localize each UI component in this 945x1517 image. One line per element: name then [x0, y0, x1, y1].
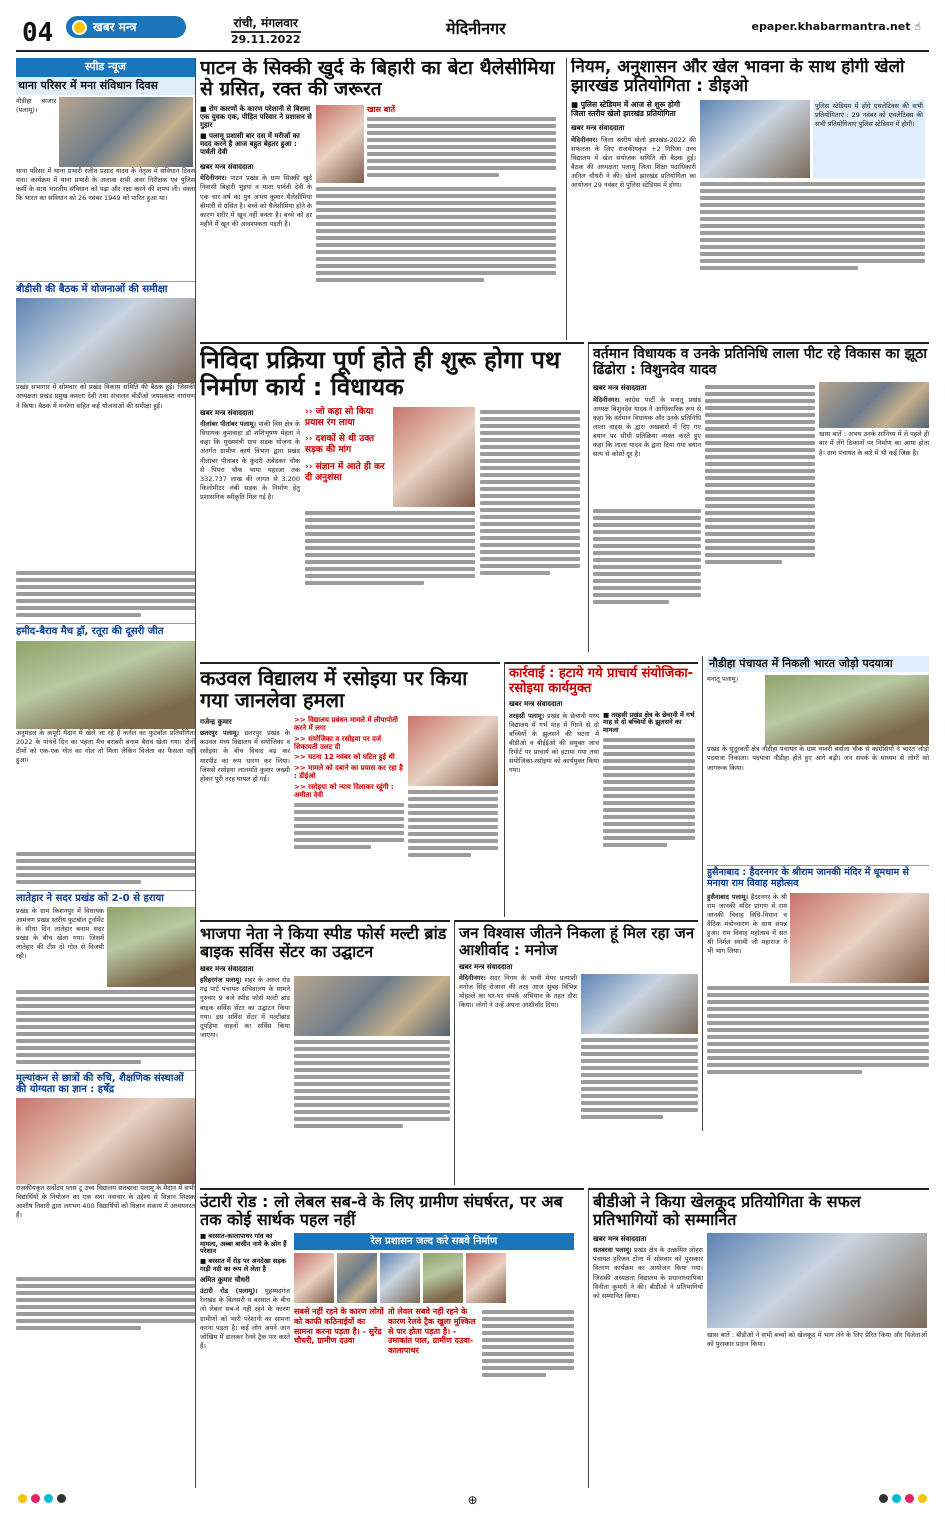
article-photo — [16, 1098, 195, 1184]
left-column — [16, 58, 196, 1488]
villager-quote: तो लेवल सबवे नहीं रहने के कारण रेलवे ट्रैक खुला मुश्किल से पार होता पड़ता है। - उमाकांत पाल, ग्रामीण दउवा-कालापाथर — [388, 1307, 476, 1355]
naudiha-dateline: मनातू पलामू। — [707, 675, 739, 684]
award-photo — [707, 1233, 927, 1328]
villager-quote: सबसे नहीं रहने के कारण लोगों को काफी कठिनाईयों का सामना करना पड़ता है। - सुरेंद्र चौधरी, ग्रामीण दउवा — [294, 1307, 384, 1346]
mayor-story — [454, 920, 698, 1185]
mayor-byline: खबर मन्त्र संवाददाता — [459, 962, 513, 971]
kauwal-bullet: >> विद्यालय प्रबंधन मामले में लीपापोती करने में लगा — [294, 715, 398, 733]
kauwal-bullet: >> मामले को दबाने का प्रयास कर रहा है : डीईओ — [294, 763, 403, 781]
rail-demand-bar: रेल प्रशासन जल्द करे सबवे निर्माण — [294, 1233, 574, 1251]
sports-byline: खबर मन्त्र संवाददाता — [571, 124, 625, 133]
lead-story — [200, 58, 562, 340]
lead-bullet: ■ रोग कारणों के कारण परेशानी से बिरामा एक युवक एक, पीड़ित परिवार ने प्रशासन से गुहार — [200, 104, 312, 130]
body-text-lines — [700, 182, 925, 270]
city-day: रांची, मंगलवार — [231, 16, 301, 33]
award-box: खास बातें : बीडीओ ने सभी बच्चों को खेलकूद में भाग लेने के लिए प्रेरित किया और विजेताओं को पुरस्कार प्रदान किया। — [707, 1330, 927, 1348]
politics-headline[interactable]: वर्तमान विधायक व उनके प्रतिनिधि लाला पीट रहे विकास का झूठा ढिंढोरा : विशुनदेव यादव — [593, 346, 927, 378]
bike-photo — [294, 976, 450, 1036]
kauwal-story — [200, 662, 500, 917]
lead-byline: खबर मन्त्र संवाददाता — [200, 162, 254, 171]
print-registration-marks — [16, 1493, 929, 1507]
kauwal-headline[interactable]: कउवल विद्यालय में रसोइया पर किया गया जानलेवा हमला — [200, 666, 468, 713]
issue-date: 29.11.2022 — [231, 33, 301, 46]
body-text-lines — [294, 1040, 450, 1128]
action-body: तरहसी पलामू। प्रखंड के छेचानी मध्य विद्यालय में गर्भ माह में गिरने से दो बच्चियों के झुलसने की घटना में बीडीओ व बीईईओ की संयुक्त जांच रिपोर्ट पर प्राचार्य को हटाया गया तथा संयोजिका-रसोइया को कार्यमुक्त किया गया। — [509, 711, 599, 775]
bike-headline[interactable]: भाजपा नेता ने किया स्पीड फोर्स मल्टी ब्रांड बाइक सर्विस सेंटर का उद्घाटन — [200, 924, 447, 961]
villager-portrait — [423, 1253, 463, 1303]
road-headline[interactable]: निविदा प्रक्रिया पूर्ण होते ही शुरू होगा पथ निर्माण कार्य : विधायक — [200, 346, 561, 401]
article-photo — [16, 641, 195, 729]
wedding-photo — [790, 893, 929, 983]
road-body: नीलांबर पीतांबर पलामू। पांकी विस क्षेत्र के विधायक कुशवाहा डॉ शशिभूषण मेहता ने कहा कि मुख्यमंत्री ग्राम सड़क योजना के अंतर्गत ग्रामीण कार्य विभाग द्वारा प्रखंड नीलांबर पीतांबर के कुंदरी अंबेडकर चौक से पिपरा चौक भाया महरजा तक 332.737 लाख की लागत से 3.200 किलोमीटर लंबी सड़क के निर्माण हेतु प्रशासनिक स्वीकृति मिल गई है। — [200, 420, 300, 501]
action-bullet: ■ तरहसी प्रखंड क्षेत्र के छेचानी में गर्भ माह से दो बच्चियों के झुलसने का मामला — [603, 710, 695, 735]
color-dots-right — [877, 1494, 929, 1506]
kauwal-body: छतरपुर पलामू। छतरपुर प्रखंड के कउवल मध्य विद्यालय में संयोजिका व रसोइया के बीच विवाद बढ़ कर मारपीट का रूप धारण कर लिया। जिससे रसोइया लालमति कुमार जख्मी होकर पूरी तरह घायल हो गई। — [200, 729, 290, 783]
road-byline: खबर मन्त्र संवाददाता — [200, 408, 254, 417]
body-text-lines — [294, 803, 404, 849]
politics-byline: खबर मन्त्र संवाददाता — [593, 384, 647, 393]
subway-bullet: ■ बरसात में रोड़ पर अनदेखा सड़क गाड़ी नदी का रूप ले लेता है — [200, 1257, 286, 1273]
cursor-icon: ☝ — [914, 20, 921, 33]
mla-portrait — [393, 407, 475, 507]
award-story — [588, 1188, 929, 1488]
naudiha-photo — [765, 675, 929, 745]
sports-story — [566, 58, 929, 340]
kauwal-photo — [408, 716, 498, 786]
article-headline[interactable]: बीडीसी की बैठक में योजनाओं की समीक्षा — [16, 281, 195, 295]
body-text-lines — [408, 790, 498, 857]
villager-portrait — [294, 1253, 334, 1303]
body-text-lines — [707, 986, 929, 1074]
naudiha-body: प्रखंड के सुदूरवर्ती क्षेत्र नौडीहा पंचायत के ग्राम चावरी बर्वाला चौक से कांग्रेसियों ने भारत जोड़ो पदयात्रा निकाला। पदयात्रा नौडीहा होते हुए आगे बढ़ी। जन संपर्क के माध्यम से लोगों को जागरूक किया। — [707, 745, 929, 772]
lead-photo-child — [316, 105, 364, 183]
key-points-label: खास बातें — [367, 104, 396, 114]
road-pullquote: ›› दशकों से थी उक्त सड़क की मांग — [305, 434, 375, 456]
article-photo — [107, 907, 195, 987]
politics-body: मेदिनीनगर। कांग्रेस पार्टी के मनातू प्रखंड अध्यक्ष बिशुनदेव यादव ने आधिकारिक रूप से कहा कि वर्तमान विधायक और उनके प्रतिनिधि लाला वाइस के द्वारा अखबारों में दिए गए बयान पर सीधी प्रतिक्रिया व्यक्त करते हुए कहा कि लाला यादव के द्वारा दिया गया बयान सत्य से कोसों दूर है। — [593, 395, 701, 459]
body-text-lines — [705, 385, 815, 564]
brand-name: खबर मन्त्र — [93, 19, 137, 34]
epaper-url[interactable]: epaper.khabarmantra.net ☝ — [751, 20, 921, 33]
kauwal-bullet: >> रसोइया को न्याय दिलाकर रहूंगी : अमीता देवी — [294, 782, 394, 799]
naudiha-headline[interactable]: नौडीहा पंचायत में निकली भारत जोड़ो पदयात्रा — [707, 656, 929, 672]
politics-story — [588, 342, 929, 652]
body-text-lines — [603, 738, 695, 847]
article-body: थाना परिसर में थाना प्रभारी रंजीत प्रसाद यादव के नेतृत्व में संविधान दिवस मना। कार्यक्रम में थाना प्रभारी के अलावा सभी अवर निरीक्षक एवं पुलिस कर्मी के साथ भारतीय संविधान को पढ़ा और रक्षा करने की शपथ ली। वक्ता कि भारत का संविधान को 26 नवंबर 1949 को पारित हुआ था। — [16, 167, 195, 203]
award-headline[interactable]: बीडीओ ने किया खेलकूद प्रतियोगिता के सफल प्रतिभागियों को सम्मानित — [593, 1192, 861, 1229]
sports-headline[interactable]: नियम, अनुशासन और खेल भावना के साथ होगी खेलो झारखंड प्रतियोगिता : डीइओ — [571, 58, 905, 97]
bike-byline: खबर मन्त्र संवाददाता — [200, 964, 254, 973]
article-body: प्रखंड सभागार में सोमवार को प्रखंड विकास समिति की बैठक हुई। जिसकी अध्यक्षता प्रखंड प्रमुख कमला देवी तथा संचालन बीडीओ जयप्रकाश नारायण ने किया। बैठक में मनरेगा सहित कई योजनाओं की समीक्षा हुई। — [16, 383, 195, 410]
road-pullquote: ›› जो कहा सो किया प्रयास रंग लाया — [305, 406, 374, 428]
article-body: अनुमंडल के कपूरी मैदान में खेले जा रहे हैं कर्नल का फुटबॉल प्रतियोगिता 2022 के पांचवें दिन का पहला मैच बराबरी बनाम बैराव खेला गया। दोनों टीमों को एक-एक गोल का गोल तो मिला लेकिन विजेता का फैसला नहीं हुआ। — [16, 728, 195, 764]
page-number: 04 — [22, 18, 54, 48]
body-text-lines — [16, 1277, 195, 1330]
bike-body: हरिहरगंज पलामू। शहर के अरुल रोड गढ़ पार्ट पंचायत सचिवालय के सामने गुरुवार 9 बजे स्पीड फोर्स मल्टी ब्रांड बाइक सर्विस सेंटर का उद्घाटन किया गया। इस सर्विस सेंटर में मल्टीब्रांड दुपहिया वाहनों का सर्विस किया जाएगा। — [200, 976, 290, 1039]
article-photo — [59, 97, 193, 167]
award-byline: खबर मन्त्र संवाददाता — [593, 1234, 647, 1243]
kauwal-bullet: >> संयोजिका व रसोइया पर दर्ज शिकायती उलट दी — [294, 734, 382, 751]
speed-news-bar: स्पीड न्यूज — [16, 58, 195, 77]
edition-name: मेदिनीनगर — [446, 19, 506, 38]
road-story — [200, 342, 584, 660]
article-headline[interactable]: थाना परिसर में मना संविधान दिवस — [16, 77, 195, 95]
brand-logo-icon — [72, 20, 87, 35]
article-headline[interactable]: लातेहार ने सदर प्रखंड को 2-0 से हराया — [16, 890, 195, 904]
kauwal-bullet: >> घटना 12 नवंबर को घटित हुई थी — [294, 753, 395, 762]
article-body: प्रखंड के ग्राम किशनपुर में विधायक आमंत्रण प्रखंड स्तरीय फुटबॉल टूर्नामेंट के सीधा दिन लातेहार बनाम सदर प्रखंड के बीच खेला गया। जिसमें लातेहार की टीम दो गोल से विजयी रही। — [16, 906, 104, 961]
villager-portrait — [466, 1253, 506, 1303]
subway-headline[interactable]: उंटारी रोड : लो लेबल सब-वे के लिए ग्रामीण संघर्षरत, पर अब तक कोई सार्थक पहल नहीं — [200, 1192, 563, 1229]
sports-photo — [700, 100, 810, 178]
article-body: राजकीयकृत सर्वोदय प्लस टू उच्च विद्यालय सतबरवा पलामू के मैदान में सभी विद्यार्थियों के नियोजन का एक सवा नवाचार के उद्देश्य से विज्ञान शिक्षक आशीष तिवारी द्वारा लगभग 400 विद्यार्थियों को विज्ञान संकाय में अध्ययनरत हैं। — [16, 1184, 195, 1220]
politics-photo — [819, 382, 929, 428]
body-text-lines — [593, 509, 701, 604]
naudiha-story — [702, 656, 929, 1131]
body-text-lines — [305, 511, 475, 585]
subway-byline: अमित कुमार चौधरी — [200, 1275, 250, 1284]
wedding-headline[interactable]: हुसैनाबाद : हैदरनगर के श्रीराम जानकी मंदिर में धूमधाम से मनाया राम विवाह महोत्सव — [707, 865, 929, 889]
masthead — [16, 12, 929, 52]
brand-badge[interactable] — [66, 16, 186, 38]
sports-bullet: ■ पुलिस स्टेडियम में आज से शुरू होगी जिला स्तरीय खेलो झारखंड प्रतियोगिता — [571, 100, 681, 119]
mayor-body: मेदिनीनगर। सदर निगम के भावी मेयर प्रत्याशी मनोज सिंह रोजाना की तरह आज सुबह विभिन्न मोहल्ले का घर-घर संपर्क अभियान के तहत दौरा किया। लोगों ने उन्हें अपना आशीर्वाद दिया। — [459, 974, 577, 1010]
article-headline[interactable]: हमीद-बैराव मैच ड्रॉ, रतूरा की दूसरी जीत — [16, 623, 195, 637]
kauwal-byline: गजेन्द्र कुमार — [200, 717, 232, 726]
body-text-lines — [316, 187, 556, 282]
body-text-lines — [482, 1310, 574, 1377]
body-text-lines — [16, 571, 195, 617]
article-dateline: नौडीहा बाजार (पलामू)। — [16, 97, 56, 115]
action-headline[interactable]: कार्रवाई : हटाये गये प्राचार्य संयोजिका-रसोइया कार्यमुक्त — [509, 666, 694, 696]
color-dots-left — [16, 1494, 68, 1506]
award-body: सतबरवा पलामू। प्रखंड क्षेत्र के उत्क्रमित लोहरा पंचायत हरिजन टोला में सोमवार को पुरस्कार वितरण कार्यक्रम का आयोजन किया गया। जिसकी अध्यक्षता विद्यालय के प्रधानाध्यापिका विनीता कुमारी ने की। बीडीओ ने प्रतिभागियों को सम्मानित किया। — [593, 1246, 703, 1300]
politics-box: खास बातें : अभय उनके सानिध्य में ले पहले ही बार में लेंगे ठिकानों पर निर्माण का आया होता है। ग्राम पंचायत के बारे में भी कई जिक्र है। — [819, 430, 929, 457]
body-text-lines — [480, 410, 580, 575]
article-headline[interactable]: मूल्यांकन से छात्रों की रुचि, शैक्षणिक संस्थाओं की योग्यता का ज्ञान : हर्षेंद्र — [16, 1070, 195, 1095]
dateline-block — [231, 16, 301, 47]
sports-body: मेदिनीनगर। जिला स्तरीय खेलो झारखंड-2022 की सफलता के लिए राजकीयकृत +2 गिरिजा उच्च विद्यालय में खेल संयोजक समिति की बैठक हुई। बैठक की अध्यक्षता पलामू जिला शिक्षा पदाधिकारी अनिल चौधरी ने की। खेलो झारखंड प्रतियोगिता का आयोजन 29 नवंबर से पुलिस स्टेडियम में होगा। — [571, 135, 696, 189]
action-story — [504, 662, 698, 917]
mayor-photo — [581, 974, 698, 1034]
villager-portrait — [380, 1253, 420, 1303]
action-byline: खबर मन्त्र संवाददाता — [509, 700, 563, 709]
lead-bullet: ■ पलामू प्रशासी बार दस में मरीजों का मदद करने है आज बहुत बेहतर हुआ : पार्वती देवी — [200, 131, 300, 157]
mayor-headline[interactable]: जन विश्वास जीतने निकला हूं मिल रहा जन आशीर्वाद : मनोज — [459, 924, 695, 959]
subway-body: उंटारी रोड (पलामू)। मुहम्मदगंज रेलखंड के बिलसरी व बरसात के बीच लो लेबल सब-वे नहीं रहने के कारण ग्रामीणों को भारी परेशानी का सामना करना पड़ता है। कई लोग अपने जान जोखिम में डालकर रेलवे ट्रैक पार करते हैं। — [200, 1287, 290, 1350]
lead-body: मेदिनीनगर। पाटन प्रखंड के ग्राम सिक्की खुर्द निवासी बिहारी भुइयां व माता पार्वती देवी के एक चार वर्ष का पुत्र अभय कुमार थैलेसीमिया बीमारी से ग्रसित है। बच्चे को थैलेसीमिया होने के कारण शरीर में खून नहीं बनता है। बच्चे को हर महीने में खून की आवश्यकता पड़ती है। — [200, 174, 312, 228]
wedding-body: हुसैनाबाद पलामू। हैदरनगर के श्री राम जानकी मंदिर प्रांगण में राम जानकी विवाह विधि-विधान व वैदिक मंत्रोच्चारण के साथ संपन्न हुआ। राम विवाह महोत्सव में संत श्री निर्मल स्वामी जी महाराज ने भी भाग लिया। — [707, 892, 787, 956]
road-pullquote: ›› संज्ञान में आते ही कर दी अनुशंसा — [305, 461, 385, 483]
body-text-lines — [581, 1038, 698, 1119]
bike-story — [200, 920, 450, 1185]
villager-portrait — [337, 1253, 377, 1303]
subway-bullet: ■ बरसात-कालापाथर गांव का मामला, अब्बा बासीन नाये के लोग हैं परेशान — [200, 1231, 287, 1256]
article-photo — [16, 298, 195, 383]
lead-headline[interactable]: पाटन के सिक्की खुर्द के बिहारी का बेटा थैलेसीमिया से ग्रसित, रक्त की जरूरत — [200, 58, 555, 101]
body-text-lines — [367, 117, 556, 177]
subway-story — [200, 1188, 584, 1488]
body-text-lines — [16, 990, 195, 1064]
sports-box: पुलिस स्टेडियम में होंगे एथलेटिक्स की सभी प्रतियोगिताएं : 29 नवंबर को एथलेटिक्स की सभी प्रतियोगिताएं पुलिस स्टेडियम में होगी। — [813, 100, 925, 178]
register-target-icon: ⊕ — [467, 1492, 478, 1507]
body-text-lines — [16, 852, 195, 884]
